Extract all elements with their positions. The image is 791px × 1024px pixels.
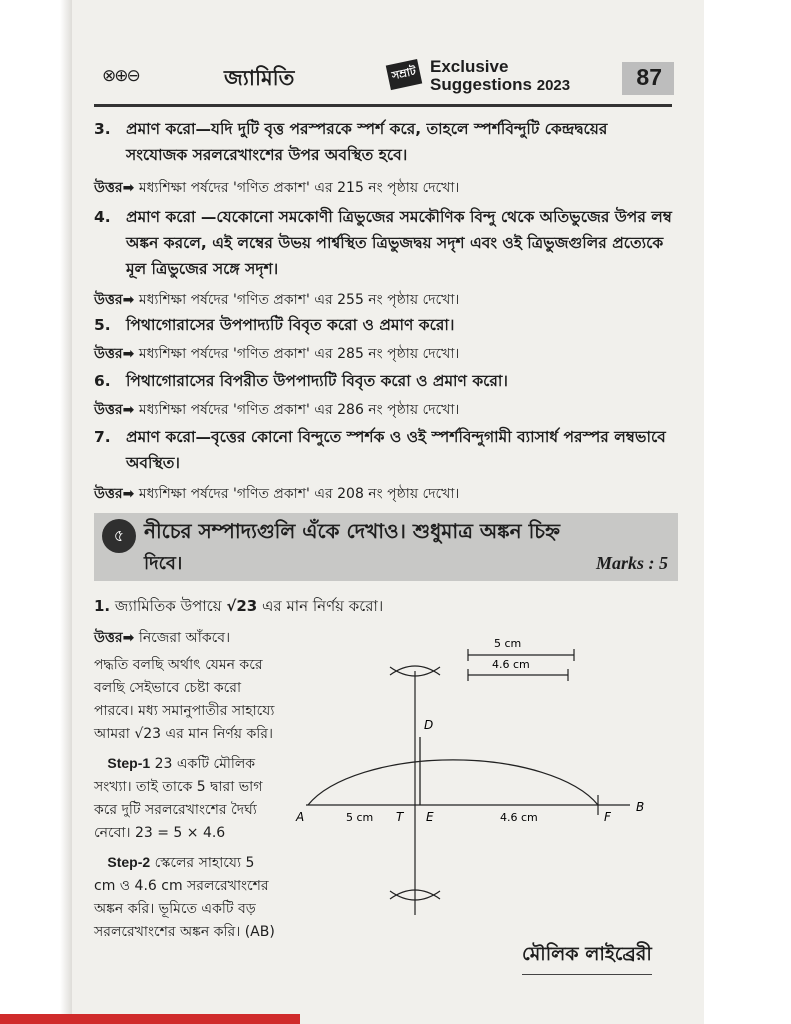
method-text-post: এর মান নির্ণয় করি। (165, 726, 274, 742)
method-line: পারবে। মধ্য সমানুপাতীর সাহায্যে (94, 703, 275, 719)
segment-5cm-label: 5 cm (494, 637, 522, 650)
year-label: 2023 (536, 77, 571, 94)
point-f-label: F (604, 810, 611, 824)
answer-label: উত্তর➡ (94, 486, 135, 502)
length-at-label: 5 cm (346, 811, 374, 824)
answer-6 (94, 400, 459, 420)
brand-logo: সম্রাট (386, 59, 423, 90)
method-line: পদ্ধতি বলছি অর্থাৎ যেমন করে (94, 657, 263, 673)
answer-text: মধ্যশিক্ষা পর্ষদের 'গণিত প্রকাশ' এর 208 নং পৃষ্ঠায় দেখো। (138, 486, 460, 502)
point-e-label: E (426, 810, 434, 824)
sqrt-expression: √23 (134, 726, 162, 742)
answer-4 (94, 290, 459, 310)
point-b-label: B (636, 800, 645, 814)
answer-label: উত্তর➡ (94, 292, 135, 308)
question-number: 5. (94, 316, 111, 334)
answer-label: উত্তর➡ (94, 402, 135, 418)
point-a-label: A (296, 810, 305, 824)
step-2-heading: Step-2 (107, 854, 151, 870)
problem-number: 1. (94, 597, 111, 615)
length-ef-label: 4.6 cm (500, 811, 538, 824)
chapter-title: জ্যামিতি (224, 66, 295, 90)
marks-label: Marks : 5 (595, 553, 668, 573)
suggestions-label: Suggestions (430, 75, 533, 94)
point-d-label: D (424, 718, 434, 732)
step-2-line: স্কেলের সাহায্যে 5 (154, 855, 255, 871)
problem-1-answer (94, 628, 230, 648)
answer-text: নিজেরা আঁকবে। (138, 630, 231, 646)
answer-label: উত্তর➡ (94, 346, 135, 362)
question-number: 4. (94, 208, 111, 226)
series-title (430, 58, 570, 95)
step-1-line: 23 একটি মৌলিক (154, 756, 256, 772)
bottom-edge-strip (0, 1014, 300, 1024)
exclusive-label: Exclusive (430, 57, 509, 76)
question-number: 3. (94, 120, 111, 138)
answer-text: মধ্যশিক্ষা পর্ষদের 'গণিত প্রকাশ' এর 285 নং পৃষ্ঠায় দেখো। (138, 346, 460, 362)
answer-label: উত্তর➡ (94, 630, 135, 646)
problem-1 (94, 596, 383, 616)
step-1-line: নেবো। 23 = 5 × 4.6 (94, 825, 226, 841)
problem-text: জ্যামিতিক উপায়ে (114, 597, 222, 615)
question-number: 6. (94, 372, 111, 390)
answer-3 (94, 178, 459, 198)
question-text: প্রমাণ করো—বৃত্তের কোনো বিন্দুতে স্পর্শক ও ওই স্পর্শবিন্দুগামী ব্যাসার্ধ পরস্পর লম্বভাবে অবস্থিত। (126, 428, 666, 472)
header-divider (94, 104, 672, 107)
answer-text: মধ্যশিক্ষা পর্ষদের 'গণিত প্রকাশ' এর 215 নং পৃষ্ঠায় দেখো। (138, 180, 460, 196)
method-line: বলছি সেইভাবে চেষ্টা করো (94, 680, 242, 696)
answer-label: উত্তর➡ (94, 180, 135, 196)
segment-4-6cm-label: 4.6 cm (492, 658, 530, 671)
section-title: নীচের সম্পাদ্যগুলি এঁকে দেখাও। শুধুমাত্র অঙ্কন চিহ্ন (144, 519, 560, 543)
step-2-line: cm ও 4.6 cm সরলরেখাংশের (94, 878, 269, 894)
math-symbols-icon: ⊗⊕⊖ (102, 66, 139, 86)
question-text: প্রমাণ করো—যদি দুটি বৃত্ত পরস্পরকে স্পর্শ করে, তাহলে স্পর্শবিন্দুটি কেন্দ্রদ্বয়ের সংযোজক সরলরেখাংশের উপর অবস্থিত হবে। (126, 120, 608, 164)
step-1-line: করে দুটি সরলরেখাংশের দৈর্ঘ্য (94, 802, 257, 818)
page-header (94, 56, 674, 102)
section-header (94, 513, 678, 581)
sqrt-expression: √23 (226, 597, 258, 615)
question-number: 7. (94, 428, 111, 446)
answer-5 (94, 344, 459, 364)
answer-text: মধ্যশিক্ষা পর্ষদের 'গণিত প্রকাশ' এর 255 নং পৃষ্ঠায় দেখো। (138, 292, 460, 308)
section-title-cont: দিবে। (144, 553, 183, 574)
section-icon: ৫ (102, 519, 136, 553)
step-1-heading: Step-1 (107, 755, 151, 771)
step-2-line: অঙ্কন করি। ভূমিতে একটি বড় (94, 901, 256, 917)
step-2-line: সরলরেখাংশের অঙ্কন করি। (AB) (94, 924, 275, 940)
answer-7 (94, 484, 459, 504)
page-number: 87 (622, 62, 674, 95)
method-text-pre: আমরা (94, 726, 130, 742)
question-text: প্রমাণ করো —যেকোনো সমকোণী ত্রিভুজের সমকৌণিক বিন্দু থেকে অতিভুজের উপর লম্ব অঙ্কন করলে, এই লম্বের উভয় পার্শ্বস্থিত ত্রিভুজদ্বয় সদৃশ এবং ওই ত্রিভুজগুলির প্রত্যেকে মূল ত্রিভুজের সঙ্গে সদৃশ। (126, 208, 672, 278)
step-1-line: সংখ্যা। তাই তাকে 5 দ্বারা ভাগ (94, 779, 263, 795)
answer-text: মধ্যশিক্ষা পর্ষদের 'গণিত প্রকাশ' এর 286 নং পৃষ্ঠায় দেখো। (138, 402, 460, 418)
problem-text-end: এর মান নির্ণয় করো। (262, 597, 384, 615)
book-page (72, 0, 704, 1024)
point-t-label: T (396, 810, 404, 824)
semicircle (308, 760, 598, 805)
construction-diagram (292, 625, 702, 935)
question-text: পিথাগোরাসের উপপাদ্যটি বিবৃত করো ও প্রমাণ করো। (126, 316, 455, 334)
question-text: পিথাগোরাসের বিপরীত উপপাদ্যটি বিবৃত করো ও প্রমাণ করো। (126, 372, 508, 390)
publisher-name: মৌলিক লাইব্রেরী (522, 940, 652, 975)
